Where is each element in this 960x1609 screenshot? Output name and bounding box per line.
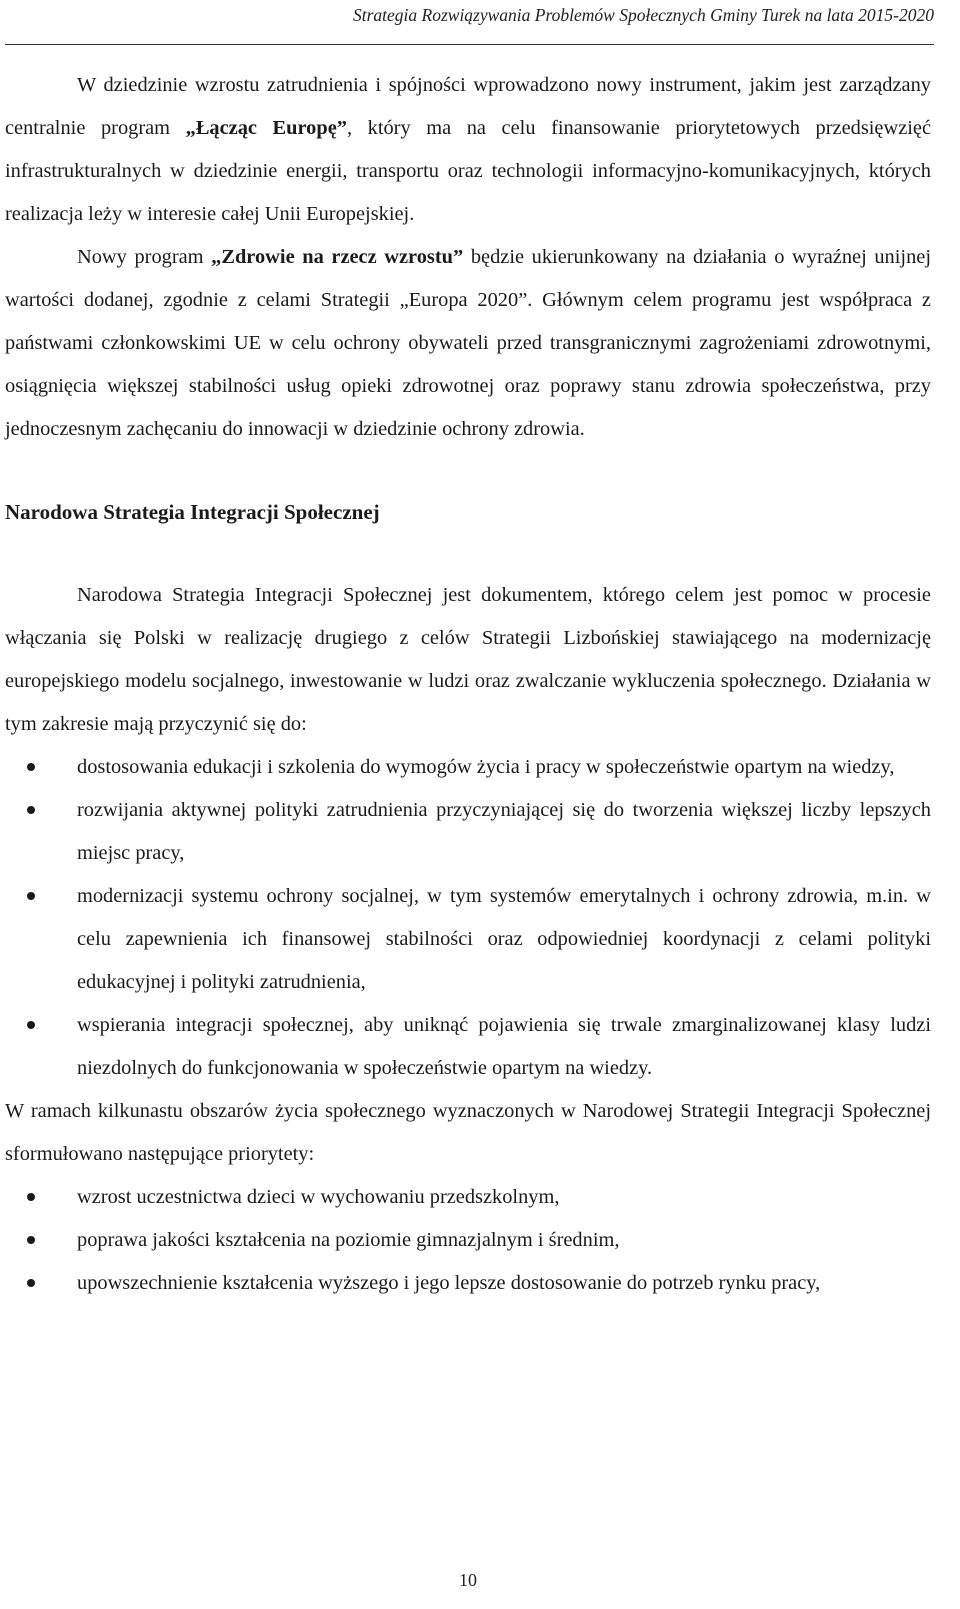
bullet-icon [27, 1236, 35, 1244]
list-item-text: modernizacji systemu ochrony socjalnej, w tym systemów emerytalnych i ochrony zdrowia, m.in. w celu zapewnienia ich finansowej stabilności oraz odpowiedniej koordynacji z celami polityki edukacyjnej i polityki zatrudnienia, [77, 885, 931, 993]
bullet-icon [27, 1279, 35, 1287]
paragraph-text: W dziedzinie wzrostu zatrudnienia i spójności wprowadzono nowy instrument, jakim jest zarządzany centralnie program [5, 74, 931, 139]
list-item [5, 1219, 931, 1262]
page-number: 10 [459, 1570, 477, 1590]
list-item-text: dostosowania edukacji i szkolenia do wymogów życia i pracy w społeczeństwie opartym na wiedzy, [77, 756, 895, 778]
running-header-title: Strategia Rozwiązywania Problemów Społecznych Gminy Turek na lata 2015-2020 [352, 5, 934, 25]
paragraph-text: , który ma na celu finansowanie priorytetowych przedsięwzięć infrastrukturalnych w dziedzinie energii, transportu oraz technologii informacyjno-komunikacyjnych, których realizacja leży w interesie całej Unii Europejskiej. [5, 117, 932, 225]
list-item-text: wspierania integracji społecznej, aby uniknąć pojawienia się trwale zmarginalizowanej klasy ludzi niezdolnych do funkcjonowania w społeczeństwie opartym na wiedzy. [77, 1014, 931, 1079]
list-item [5, 1262, 931, 1305]
list-item-text: wzrost uczestnictwa dzieci w wychowaniu przedszkolnym, [77, 1186, 560, 1208]
list-item-text: poprawa jakości kształcenia na poziomie gimnazjalnym i średnim, [77, 1229, 620, 1251]
list-item-text: rozwijania aktywnej polityki zatrudnienia przyczyniającej się do tworzenia większej liczby lepszych miejsc pracy, [77, 799, 931, 864]
list-item [5, 1004, 931, 1090]
paragraph-zdrowie [5, 236, 931, 451]
bullet-icon [27, 892, 35, 900]
paragraph-text: Nowy program [77, 246, 212, 268]
list-item [5, 1176, 931, 1219]
section-heading: Narodowa Strategia Integracji Społecznej [5, 500, 380, 524]
program-name-bold: „Łącząc Europę” [185, 117, 347, 139]
list-item [5, 746, 931, 789]
bullet-icon [27, 806, 35, 814]
program-name-bold: „Zdrowie na rzecz wzrostu” [211, 246, 464, 268]
main-content [5, 64, 931, 1305]
actions-list [5, 746, 931, 1090]
paragraph-laczac-europe [5, 64, 931, 236]
priorities-intro-paragraph: W ramach kilkunastu obszarów życia społecznego wyznaczonych w Narodowej Strategii Integracji Społecznej sformułowano następujące priorytety: [5, 1100, 931, 1165]
priorities-list [5, 1176, 931, 1305]
bullet-icon [27, 1021, 35, 1029]
list-item [5, 789, 931, 875]
header-rule [5, 44, 934, 45]
paragraph-text: będzie ukierunkowany na działania o wyraźnej unijnej wartości dodanej, zgodnie z celami Strategii „Europa 2020”. Głównym celem programu jest współpraca z państwami członkowskimi UE w celu ochrony obywateli przed transgranicznymi zagrożeniami zdrowotnymi, osiągnięcia większej stabilności usług opieki zdrowotnej oraz poprawy stanu zdrowia społeczeństwa, przy jednoczesnym zachęcaniu do innowacji w dziedzinie ochrony zdrowia. [5, 246, 931, 440]
running-header [0, 0, 960, 46]
bullet-icon [27, 763, 35, 771]
bullet-icon [27, 1193, 35, 1201]
list-item [5, 875, 931, 1004]
section-intro-paragraph: Narodowa Strategia Integracji Społecznej jest dokumentem, którego celem jest pomoc w procesie włączania się Polski w realizację drugiego z celów Strategii Lizbońskiej stawiającego na modernizację europejskiego modelu socjalnego, inwestowanie w ludzi oraz zwalczanie wykluczenia społecznego. Działania w tym zakresie mają przyczynić się do: [5, 584, 931, 735]
list-item-text: upowszechnienie kształcenia wyższego i jego lepsze dostosowanie do potrzeb rynku pracy, [77, 1272, 821, 1294]
